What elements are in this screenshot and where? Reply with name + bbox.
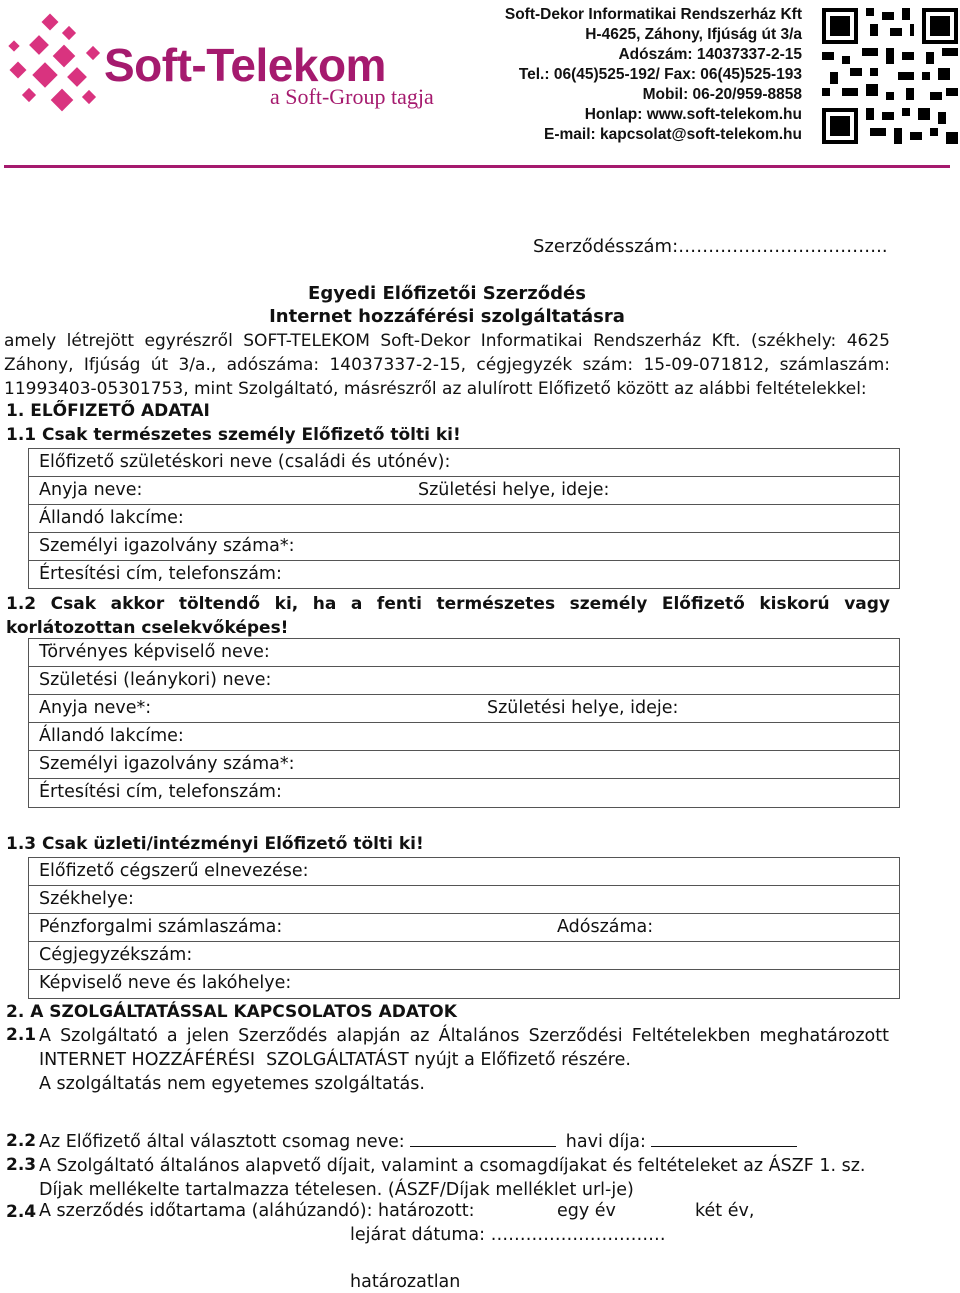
duration-option-two-years[interactable]: két év, [695, 1201, 755, 1221]
form-row[interactable] [28, 504, 900, 533]
field-label: Állandó lakcíme: [39, 508, 184, 528]
form-row[interactable] [28, 941, 900, 970]
clause-2-3 [39, 1154, 865, 1202]
form-row[interactable] [28, 778, 900, 808]
field-label: Előfizető cégszerű elnevezése: [39, 861, 309, 881]
form-row[interactable] [28, 638, 900, 667]
field-label: Előfizető születéskori neve (családi és utónév): [39, 452, 451, 472]
field-label: Állandó lakcíme: [39, 726, 184, 746]
logo-name: Soft-Telekom [104, 39, 386, 91]
company-info [505, 5, 802, 145]
section1-3-heading: 1.3 Csak üzleti/intézményi Előfizető tölti ki! [6, 834, 424, 854]
form-row[interactable] [28, 694, 900, 723]
clause-line: INTERNET HOZZÁFÉRÉSI SZOLGÁLTATÁST nyújt a Előfizető részére. [39, 1050, 631, 1070]
field-label: Születési helye, ideje: [418, 480, 610, 500]
section2-heading: 2. A SZOLGÁLTATÁSSAL KAPCSOLATOS ADATOK [6, 1002, 457, 1022]
qr-code-icon [822, 8, 958, 144]
form-row[interactable] [28, 476, 900, 505]
form-row[interactable] [28, 750, 900, 779]
clause-2-1 [39, 1024, 889, 1096]
company-line: H-4625, Záhony, Ifjúság út 3/a [585, 26, 802, 43]
section1-2-heading [6, 592, 890, 640]
clause-number: 2.4 [6, 1202, 37, 1222]
document-title: Egyedi Előfizetői Szerződés [308, 283, 586, 304]
expiry-date-field[interactable]: lejárat dátuma: ………………………… [350, 1225, 666, 1245]
intro-paragraph [4, 329, 890, 401]
form-row[interactable] [28, 857, 900, 886]
company-line: Soft-Dekor Informatikai Rendszerház Kft [504, 6, 802, 23]
section1-1-heading: 1.1 Csak természetes személy Előfizető tölti ki! [6, 425, 461, 445]
clause-line: A Szolgáltató a jelen Szerződés alapján az Általános Szerződési Feltételekben meghatározott [39, 1026, 889, 1046]
field-label: Értesítési cím, telefonszám: [39, 782, 282, 802]
field-label: Adószáma: [557, 917, 654, 937]
clause-line: Díjak mellékelte tartalmazza tételesen. (ÁSZF/Díjak melléklet url-je) [39, 1180, 634, 1200]
duration-label: A szerződés időtartama (aláhúzandó): határozott: [39, 1201, 475, 1221]
header-divider [4, 165, 950, 168]
form-row[interactable] [28, 532, 900, 561]
clause-number: 2.1 [6, 1025, 37, 1045]
field-label: Anyja neve: [39, 480, 143, 500]
field-label: Születési helye, ideje: [487, 698, 679, 718]
field-label: Székhelye: [39, 889, 134, 909]
company-line: Mobil: 06-20/959-8858 [642, 86, 802, 103]
duration-option-one-year[interactable]: egy év [557, 1201, 616, 1221]
company-line: Tel.: 06(45)525-192/ Fax: 06(45)525-193 [518, 66, 802, 83]
form-row[interactable] [28, 885, 900, 914]
field-label: Személyi igazolvány száma*: [39, 536, 295, 556]
clause-line: A szolgáltatás nem egyetemes szolgáltatás. [39, 1074, 425, 1094]
clause-2-2 [39, 1130, 797, 1152]
contract-number: Szerződésszám:…………………………….. [533, 236, 888, 257]
heading-line: korlátozottan cselekvőképes! [6, 618, 289, 638]
company-line: Honlap: www.soft-telekom.hu [584, 106, 802, 123]
document-subtitle: Internet hozzáférési szolgáltatásra [269, 306, 625, 327]
monthly-fee-field[interactable] [651, 1130, 797, 1147]
intro-line: Záhony, Ifjúság út 3/a., adószáma: 14037337-2-15, cégjegyzék szám: 15-09-071812, számlaszám: [4, 355, 890, 375]
field-label: Törvényes képviselő neve: [39, 642, 270, 662]
company-line: E-mail: kapcsolat@soft-telekom.hu [544, 126, 802, 143]
clause-line: A Szolgáltató általános alapvető díjait, valamint a csomagdíjakat és feltételeket az ÁSZF 1. sz. [39, 1156, 866, 1176]
duration-option-indefinite[interactable]: határozatlan [350, 1272, 461, 1292]
heading-line: 1.2 Csak akkor töltendő ki, ha a fenti természetes személy Előfizető kiskorú vagy [6, 594, 890, 614]
form-row[interactable] [28, 722, 900, 751]
section1-heading: 1. ELŐFIZETŐ ADATAI [6, 401, 210, 421]
logo-tagline: a Soft-Group tagja [270, 84, 434, 109]
intro-line: amely létrejött egyrészről SOFT-TELEKOM Soft-Dekor Informatikai Rendszerház Kft. (székhely: 4625 [4, 331, 890, 351]
company-line: Adószám: 14037337-2-15 [618, 46, 802, 63]
logo-mark-icon [4, 8, 114, 118]
field-label: Pénzforgalmi számlaszáma: [39, 917, 283, 937]
logo [4, 8, 444, 118]
clause-number: 2.2 [6, 1131, 37, 1151]
field-label: Születési (leánykori) neve: [39, 670, 272, 690]
clause-number: 2.3 [6, 1155, 37, 1175]
field-label: Anyja neve*: [39, 698, 152, 718]
monthly-fee-label: havi díja: [565, 1132, 646, 1152]
field-label: Képviselő neve és lakóhelye: [39, 973, 292, 993]
intro-line: 11993403-05301753, mint Szolgáltató, másrészről az alulírott Előfizető között az alábbi feltételekkel: [4, 379, 867, 399]
field-label: Személyi igazolvány száma*: [39, 754, 295, 774]
form-row[interactable] [28, 560, 900, 589]
form-row[interactable] [28, 666, 900, 695]
form-row[interactable] [28, 913, 900, 942]
form-row[interactable] [28, 448, 900, 477]
field-label: Cégjegyzékszám: [39, 945, 193, 965]
form-row[interactable] [28, 969, 900, 999]
package-name-label: Az Előfizető által választott csomag neve: [39, 1132, 405, 1152]
field-label: Értesítési cím, telefonszám: [39, 564, 282, 584]
package-name-field[interactable] [410, 1130, 556, 1147]
